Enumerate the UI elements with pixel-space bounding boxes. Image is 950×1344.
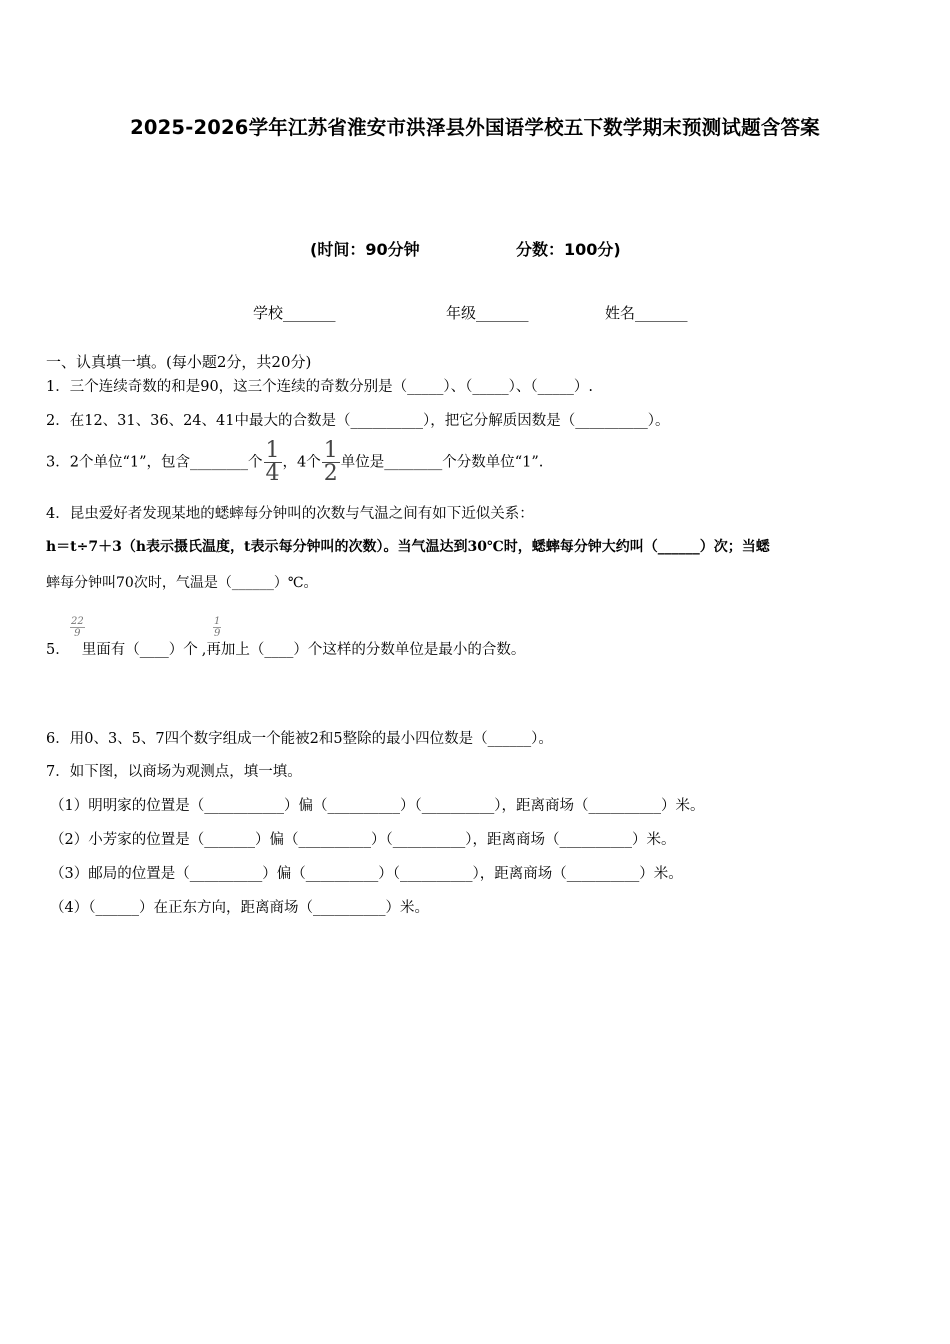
section-heading: 一、认真填一填。(每小题2分，共20分) bbox=[46, 353, 312, 371]
name-field: 姓名_______ bbox=[605, 304, 688, 322]
question-number: 2． bbox=[46, 413, 70, 429]
question-text: 昆虫爱好者发现某地的蟋蟀每分钟叫的次数与气温之间有如下近似关系： bbox=[69, 506, 534, 522]
question-number: 5． bbox=[46, 642, 70, 658]
exam-score: 分数：100分) bbox=[516, 240, 621, 259]
question-4-formula: h＝t÷7＋3（h表示摄氏温度，t表示每分钟叫的次数）。当气温达到30℃时，蟋蟀每分钟大约叫（______）次；当蟋 bbox=[46, 539, 770, 555]
question-4 bbox=[46, 504, 534, 524]
question-7-part-1: （1）明明家的位置是（___________）偏（__________）（__________），距离商场（__________）米。 bbox=[50, 798, 705, 814]
question-5 bbox=[46, 640, 525, 660]
question-6 bbox=[46, 729, 553, 749]
question-3 bbox=[46, 440, 543, 485]
fraction-22-ninths: 22 9 bbox=[71, 616, 84, 639]
page-title: 2025-2026学年江苏省淮安市洪泽县外国语学校五下数学期末预测试题含答案 bbox=[130, 116, 820, 139]
exam-time: (时间：90分钟 bbox=[310, 240, 420, 259]
question-text: ,再加上（____）个这样的分数单位是最小的合数。 bbox=[201, 642, 526, 658]
question-number: 1． bbox=[46, 379, 70, 395]
question-4-continued: 蟀每分钟叫70次时，气温是（______）℃。 bbox=[46, 575, 318, 591]
question-7-part-2: （2）小芳家的位置是（_______）偏（__________）（__________），距离商场（__________）米。 bbox=[50, 832, 676, 848]
question-text: 三个连续奇数的和是90，这三个连续的奇数分别是（_____）、（_____）、（_____）. bbox=[69, 379, 594, 395]
question-text: ，4个 bbox=[282, 454, 321, 471]
question-1 bbox=[46, 377, 593, 397]
question-7 bbox=[46, 762, 302, 782]
fraction-one-half: $\frac{1}{2}$ bbox=[323, 438, 338, 486]
question-number: 6． bbox=[46, 731, 70, 747]
fraction-one-quarter: $\frac{1}{4}$ bbox=[265, 438, 280, 486]
school-field: 学校_______ bbox=[253, 304, 336, 322]
question-text: 在12、31、36、24、41中最大的合数是（__________），把它分解质因数是（__________）。 bbox=[69, 413, 670, 429]
question-text: 2个单位“1”，包含________个 bbox=[69, 454, 263, 471]
grade-field: 年级_______ bbox=[446, 304, 529, 322]
question-2 bbox=[46, 411, 670, 431]
question-text: 用0、3、5、7四个数字组成一个能被2和5整除的最小四位数是（______）。 bbox=[69, 731, 553, 747]
question-number: 4． bbox=[46, 506, 70, 522]
question-text: 如下图，以商场为观测点，填一填。 bbox=[69, 764, 302, 780]
question-7-part-3: （3）邮局的位置是（__________）偏（__________）（__________），距离商场（__________）米。 bbox=[50, 866, 683, 882]
question-number: 7． bbox=[46, 764, 70, 780]
question-7-part-4: （4）（______）在正东方向，距离商场（__________）米。 bbox=[50, 900, 429, 916]
question-text: 单位是________个分数单位“1”. bbox=[340, 454, 544, 471]
question-number: 3． bbox=[46, 454, 70, 471]
fraction-one-ninth: 1 9 bbox=[214, 616, 221, 639]
question-text: 里面有（____）个 bbox=[81, 642, 198, 658]
